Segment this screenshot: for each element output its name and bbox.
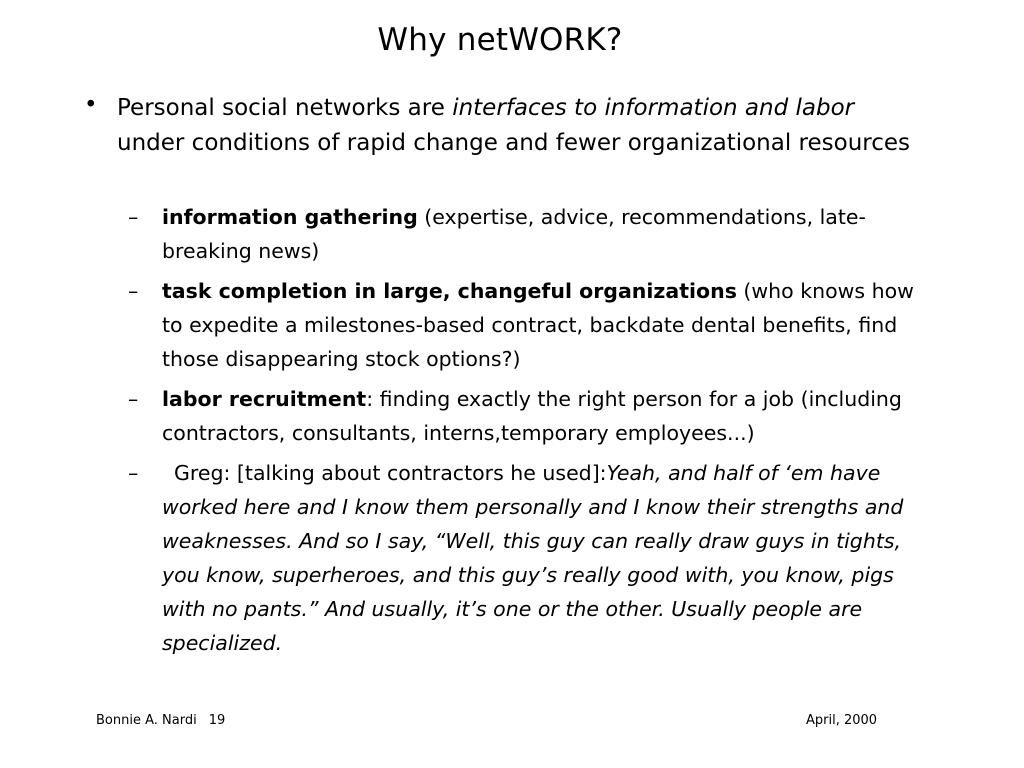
- sub-point-detail: (expertise, advice, recommendations, late-breaking news): [162, 205, 866, 263]
- slide-title: Why netWORK?: [377, 22, 623, 58]
- footer-author: Bonnie A. Nardi: [96, 713, 197, 728]
- sub-point-detail: : finding exactly the right person for a job (including contractors, consultants, interns,temporary employees...): [162, 387, 902, 445]
- sub-point-dash: –: [128, 461, 139, 485]
- main-point-text-after: under conditions of rapid change and fewer organizational resources: [117, 130, 911, 156]
- sub-point-dash: –: [128, 279, 139, 303]
- main-point: [117, 91, 917, 161]
- sub-point-information-gathering: [128, 200, 918, 268]
- footer-left: [96, 713, 237, 728]
- sub-point-task-completion: [128, 274, 918, 376]
- main-point-emphasis: interfaces to information and labor: [452, 95, 855, 121]
- quote-text: Yeah, and half of ‘em have worked here and I know them personally and I know their strengths and weaknesses. And so I say, “Well, this guy can really draw guys in tights, you know, superheroes, and this guy’s really good with, you know, pigs with no pants.” And usually, it’s one or the other. Usually people are specialized.: [162, 461, 904, 655]
- sub-point-list: [128, 200, 918, 666]
- sub-point-detail: (who knows how to expedite a milestones-based contract, backdate dental benefits, find those disappearing stock options?): [162, 279, 914, 371]
- sub-point-heading: task completion in large, changeful organizations: [162, 279, 737, 303]
- sub-point-labor-recruitment: [128, 382, 918, 450]
- main-point-text-before: Personal social networks are: [117, 95, 453, 121]
- main-bullet: •: [84, 92, 98, 118]
- sub-point-dash: –: [128, 205, 139, 229]
- footer-date: April, 2000: [806, 713, 878, 728]
- sub-point-heading: labor recruitment: [162, 387, 367, 411]
- sub-point-heading: information gathering: [162, 205, 418, 229]
- quote-speaker: Greg: [talking about contractors he used]:: [174, 461, 607, 485]
- sub-point-dash: –: [128, 387, 139, 411]
- footer-page-number: 19: [208, 713, 226, 728]
- sub-point-greg-quote: [128, 456, 918, 660]
